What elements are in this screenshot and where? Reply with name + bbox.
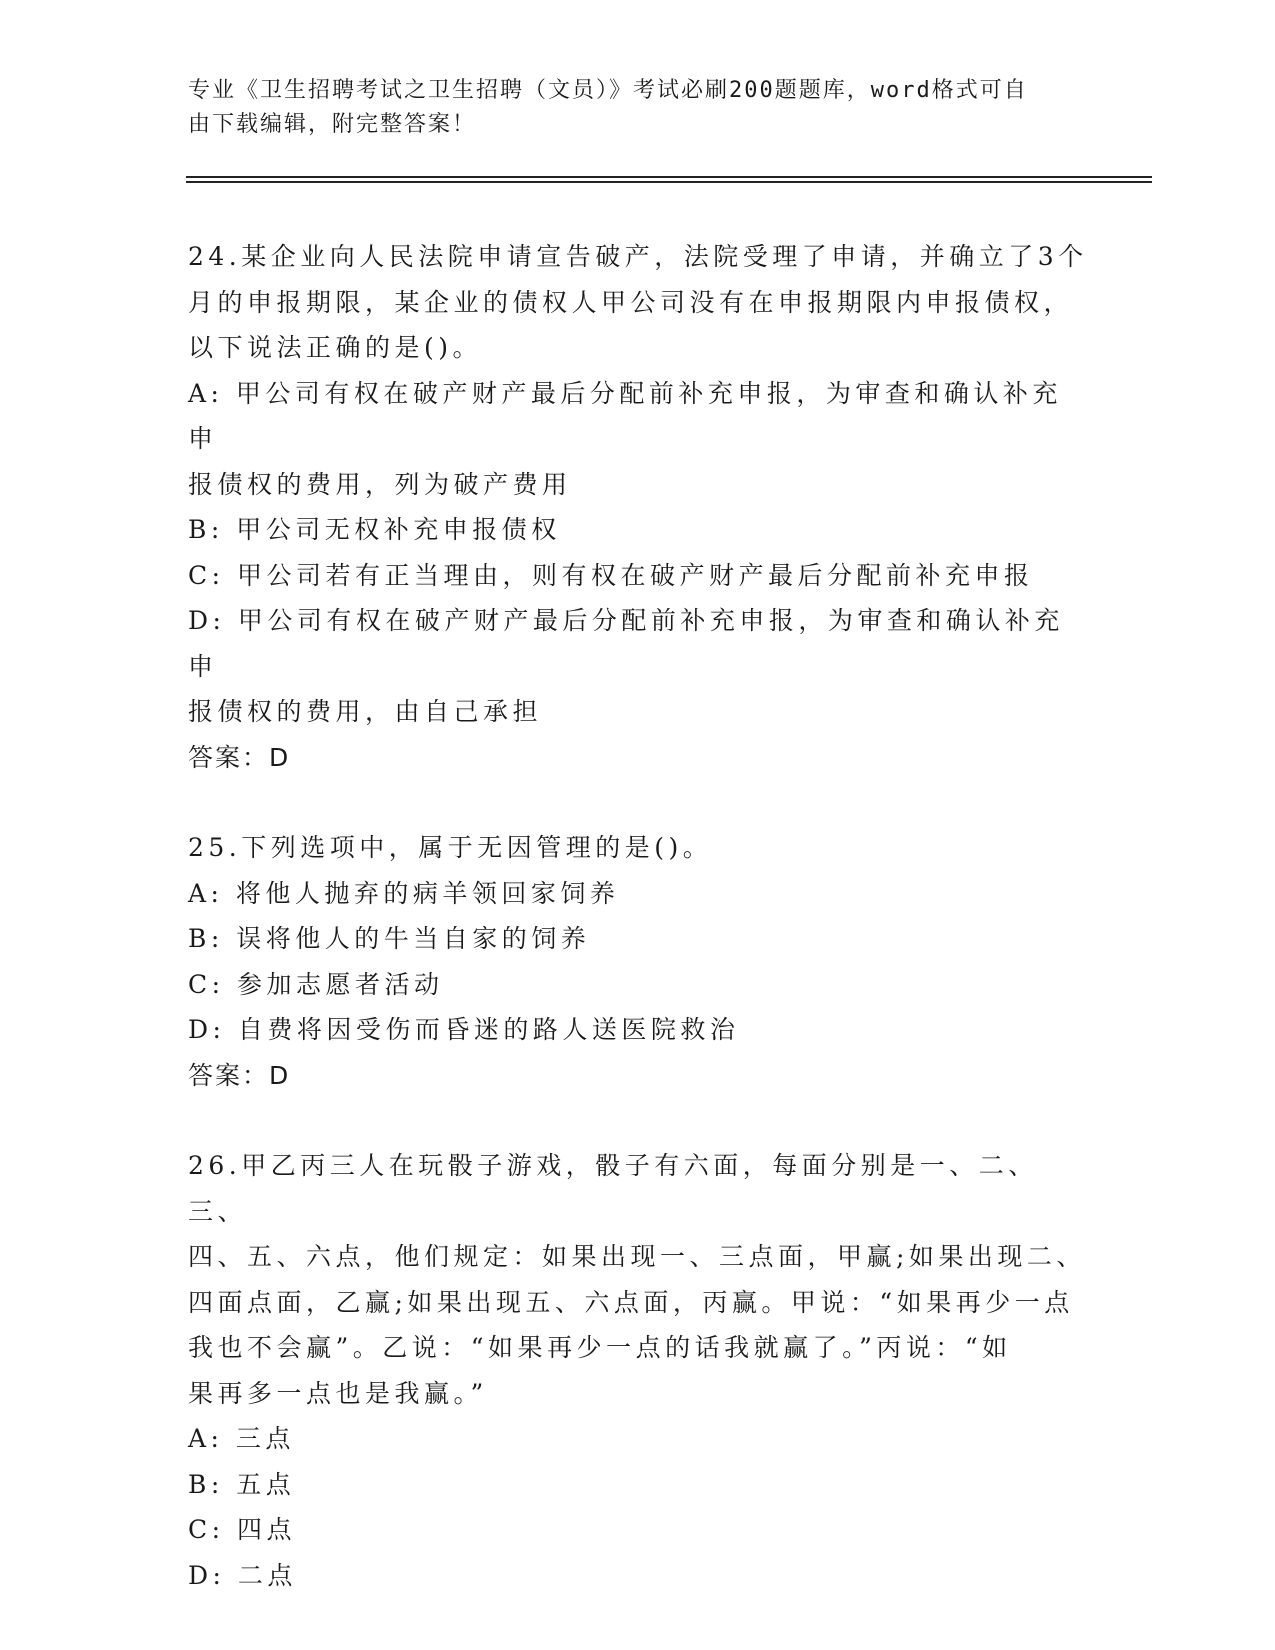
option-b: B: 甲公司无权补充申报债权: [188, 515, 561, 544]
question-stem-line: 我也不会赢”。乙说：“如果再少一点的话我就赢了。”丙说：“如: [188, 1333, 1012, 1362]
option-b: B: 误将他人的牛当自家的饲养: [188, 924, 591, 953]
header-line-2: 由下载编辑，附完整答案！: [188, 112, 477, 137]
document-header: [188, 74, 1068, 142]
question-24: [188, 234, 1088, 780]
question-stem-line: 24.某企业向人民法院申请宣告破产，法院受理了申请，并确立了3个: [188, 242, 1088, 271]
question-26: [188, 1143, 1088, 1598]
header-line-1: 专业《卫生招聘考试之卫生招聘（文员）》考试必刷200题题库，word格式可自: [188, 78, 1028, 103]
option-c: C: 四点: [188, 1515, 296, 1544]
option-d: D: 甲公司有权在破产财产最后分配前补充申报，为审查和确认补充申: [188, 606, 1064, 681]
header-divider-bottom: [186, 181, 1152, 183]
option-a-continued: 报债权的费用，列为破产费用: [188, 469, 572, 499]
question-list: [188, 234, 1088, 1643]
option-d: D: 二点: [188, 1560, 297, 1590]
option-d: D: 自费将因受伤而昏迷的路人送医院救治: [188, 1015, 740, 1044]
option-b: B: 五点: [188, 1469, 296, 1499]
question-stem-line: 25.下列选项中，属于无因管理的是()。: [188, 833, 713, 862]
question-stem-line: 月的申报期限，某企业的债权人甲公司没有在申报期限内申报债权，: [188, 287, 1074, 317]
option-a: A: 三点: [188, 1424, 295, 1453]
question-stem-line: 四、五、六点，他们规定：如果出现一、三点面，甲赢;如果出现二、: [188, 1242, 1086, 1271]
answer-label: 答案：D: [188, 742, 291, 772]
answer-label: 答案：D: [188, 1060, 291, 1090]
question-stem-line: 26.甲乙丙三人在玩骰子游戏，骰子有六面，每面分别是一、二、三、: [188, 1151, 1038, 1226]
header-divider-top: [186, 176, 1152, 178]
question-25: [188, 825, 1088, 1098]
option-c: C: 参加志愿者活动: [188, 969, 444, 999]
option-a: A: 将他人抛弃的病羊领回家饲养: [188, 878, 620, 908]
option-c: C: 甲公司若有正当理由，则有权在破产财产最后分配前补充申报: [188, 560, 1034, 590]
option-d-continued: 报债权的费用，由自己承担: [188, 697, 543, 726]
option-a: A: 甲公司有权在破产财产最后分配前补充申报，为审查和确认补充申: [188, 378, 1062, 453]
question-stem-line: 果再多一点也是我赢。”: [188, 1378, 488, 1408]
question-stem-line: 以下说法正确的是()。: [188, 333, 483, 362]
question-stem-line: 四面点面，乙赢;如果出现五、六点面，丙赢。甲说：“如果再少一点: [188, 1287, 1074, 1317]
